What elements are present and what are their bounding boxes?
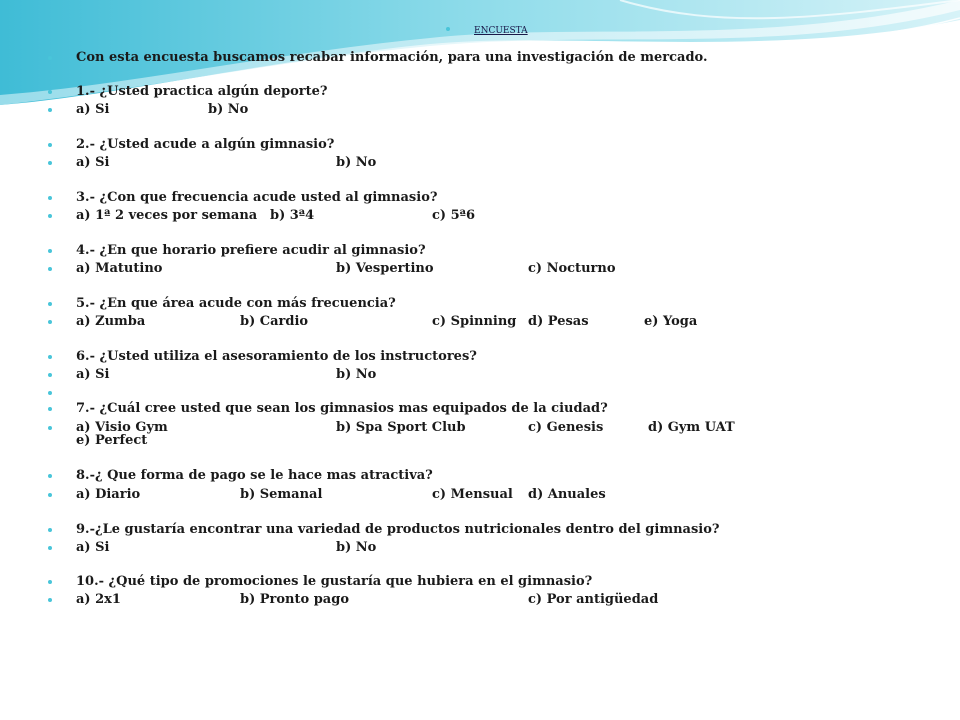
option-b: b) Semanal <box>240 487 323 502</box>
question-text: 4.- ¿En que horario prefiere acudir al gimnasio? <box>76 243 426 258</box>
bullet-icon <box>48 546 52 550</box>
bullet-icon <box>48 493 52 497</box>
option-b: b) Spa Sport Club <box>336 420 466 435</box>
option-e: e) Perfect <box>76 433 148 448</box>
bullet-icon <box>48 214 52 218</box>
bullet-icon <box>48 598 52 602</box>
option-a: a) 2x1 <box>76 592 121 607</box>
option-a: a) Matutino <box>76 261 163 276</box>
option-c: c) Genesis <box>528 420 604 435</box>
option-a: a) Diario <box>76 487 141 502</box>
bullet-icon <box>48 108 52 112</box>
option-a: a) Si <box>76 367 110 382</box>
option-d: d) Gym UAT <box>648 420 735 435</box>
bullet-icon <box>48 580 52 584</box>
question-text: 6.- ¿Usted utiliza el asesoramiento de los instructores? <box>76 349 477 364</box>
bullet-icon <box>48 267 52 271</box>
option-b: b) Vespertino <box>336 261 434 276</box>
question-text: 3.- ¿Con que frecuencia acude usted al gimnasio? <box>76 190 438 205</box>
option-c: c) Por antigüedad <box>528 592 659 607</box>
bullet-icon <box>446 27 450 31</box>
option-c: c) Spinning <box>432 314 517 329</box>
bullet-icon <box>48 474 52 478</box>
option-b: b) No <box>336 367 377 382</box>
question-text: 8.-¿ Que forma de pago se le hace mas atractiva? <box>76 468 433 483</box>
option-b: b) No <box>336 155 377 170</box>
bullet-icon <box>48 391 52 395</box>
option-b: b) No <box>336 540 377 555</box>
bullet-icon <box>48 528 52 532</box>
bullet-icon <box>48 355 52 359</box>
bullet-icon <box>48 407 52 411</box>
question-text: 2.- ¿Usted acude a algún gimnasio? <box>76 137 335 152</box>
option-b: b) Cardio <box>240 314 309 329</box>
intro-text: Con esta encuesta buscamos recabar información, para una investigación de mercado. <box>76 50 708 65</box>
option-d: d) Pesas <box>528 314 589 329</box>
survey-title: ENCUESTA <box>474 26 528 36</box>
bullet-icon <box>48 196 52 200</box>
question-text: 10.- ¿Qué tipo de promociones le gustaría que hubiera en el gimnasio? <box>76 574 593 589</box>
question-text: 5.- ¿En que área acude con más frecuencia? <box>76 296 396 311</box>
option-b: b) 3ª4 <box>270 208 315 223</box>
question-text: 7.- ¿Cuál cree usted que sean los gimnasios mas equipados de la ciudad? <box>76 401 608 416</box>
question-text: 1.- ¿Usted practica algún deporte? <box>76 84 328 99</box>
option-a: a) Si <box>76 102 110 117</box>
bullet-icon <box>48 320 52 324</box>
bullet-icon <box>48 249 52 253</box>
option-e: e) Yoga <box>644 314 698 329</box>
question-text: 9.-¿Le gustaría encontrar una variedad de productos nutricionales dentro del gimnasio? <box>76 522 720 537</box>
bullet-icon <box>48 56 52 60</box>
option-d: d) Anuales <box>528 487 606 502</box>
option-c: c) Mensual <box>432 487 513 502</box>
bullet-icon <box>48 426 52 430</box>
bullet-icon <box>48 302 52 306</box>
bullet-icon <box>48 161 52 165</box>
bullet-icon <box>48 373 52 377</box>
option-a: a) Zumba <box>76 314 146 329</box>
option-a: a) Visio Gym <box>76 420 168 435</box>
option-b: b) Pronto pago <box>240 592 349 607</box>
option-a: a) Si <box>76 540 110 555</box>
option-a: a) 1ª 2 veces por semana <box>76 208 258 223</box>
option-c: c) 5ª6 <box>432 208 476 223</box>
option-a: a) Si <box>76 155 110 170</box>
bullet-icon <box>48 90 52 94</box>
bullet-icon <box>48 143 52 147</box>
option-c: c) Nocturno <box>528 261 616 276</box>
option-b: b) No <box>208 102 249 117</box>
